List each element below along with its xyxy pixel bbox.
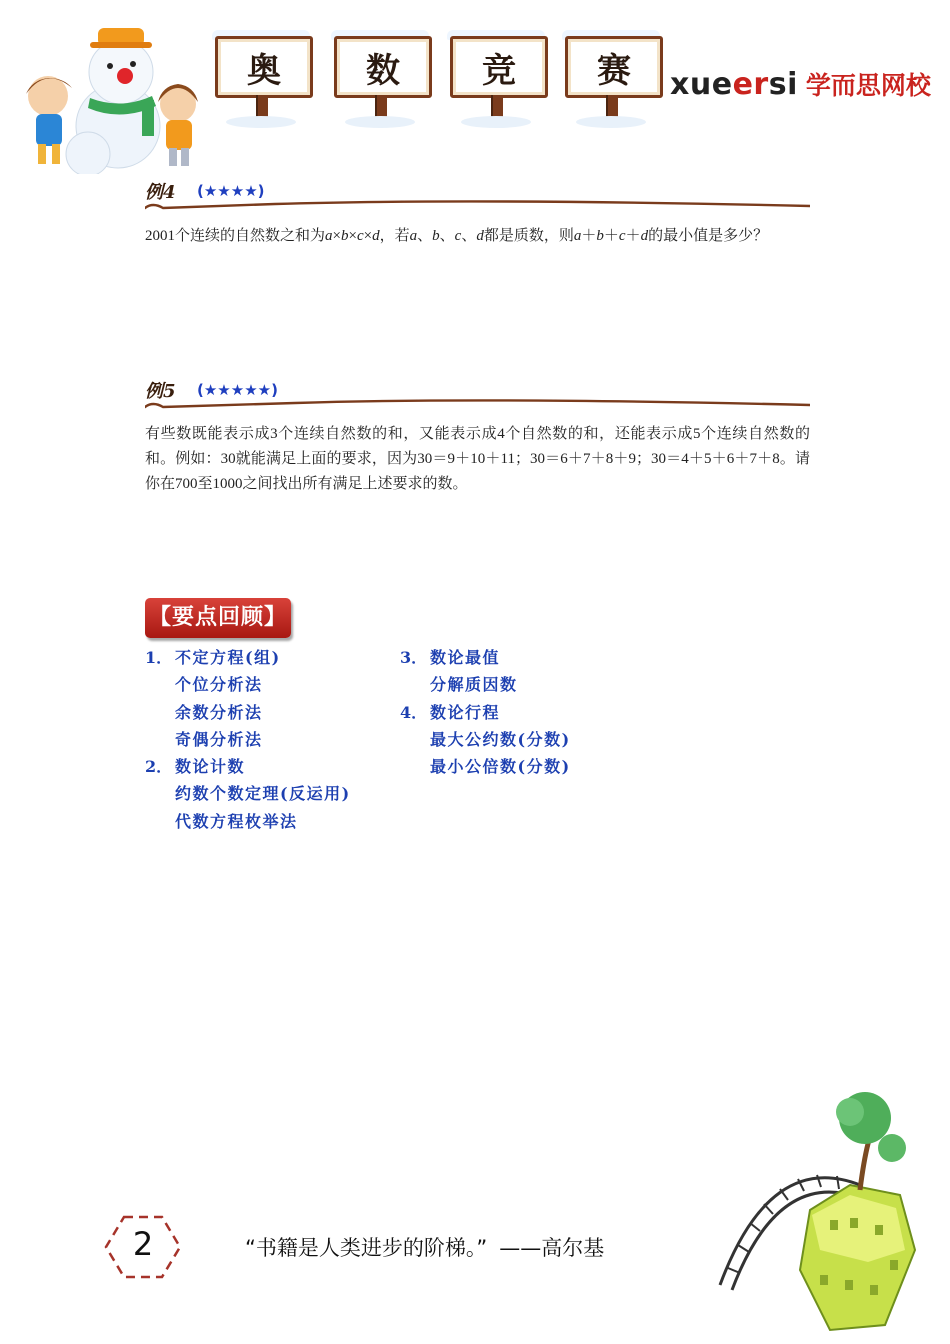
example-tag: 例5 — [145, 381, 176, 402]
snow-mound — [576, 116, 646, 128]
example-5-problem: 有些数既能表示成3个连续自然数的和，又能表示成4个自然数的和，还能表示成5个连续自然数的和。例如：30就能满足上面的要求，因为30＝9＋10＋11；30＝6＋7＋8＋9；30＝4＋5＋6＋7＋8。请你在700至1000之间找出所有满足上述要求的数。 — [145, 426, 810, 492]
banner-sign-1: 奥 — [215, 36, 313, 98]
page-header — [0, 0, 950, 175]
quote-text: “书籍是人类进步的阶梯。” — [245, 1236, 488, 1260]
brand-chinese: 学而思网校 — [805, 71, 931, 100]
example-tag: 例4 — [145, 182, 176, 203]
quote-author: ——高尔基 — [499, 1236, 605, 1260]
key-point-item: 最小公倍数(分数) — [430, 757, 571, 777]
key-points-left-column — [145, 644, 405, 835]
example-4-heading — [145, 178, 810, 214]
snowman-kids-illustration — [18, 14, 208, 174]
snow-mound — [345, 116, 415, 128]
key-point-item: 4． 数论行程 — [400, 702, 501, 722]
key-point-item: 3． 数论最值 — [400, 648, 501, 667]
key-point-item: 1． 不定方程(组) — [145, 648, 281, 667]
banner-sign-2: 数 — [334, 36, 432, 98]
key-point-item: 个位分析法 — [175, 675, 263, 695]
difficulty-stars: (★★★★) — [197, 182, 265, 200]
key-point-item: 代数方程枚举法 — [175, 811, 298, 831]
banner-sign-4: 赛 — [565, 36, 663, 98]
example-4-problem: 2001个连续的自然数之和为a×b×c×d，若a、b、c、d都是质数，则a＋b＋c＋d的最小值是多少？ — [145, 228, 769, 244]
snow-mound — [461, 116, 531, 128]
difficulty-stars: (★★★★★) — [197, 381, 278, 399]
page-number: 2 — [132, 1225, 154, 1263]
tree-bridge-illustration — [700, 1090, 940, 1340]
key-point-item: 余数分析法 — [175, 702, 263, 722]
key-points-title: 【要点回顾】 — [145, 598, 291, 638]
page-number-badge — [104, 1214, 182, 1280]
key-point-item: 奇偶分析法 — [175, 729, 263, 749]
key-point-item: 2． 数论计数 — [145, 757, 246, 777]
key-point-item: 约数个数定理(反运用) — [175, 784, 351, 804]
key-point-item: 分解质因数 — [430, 675, 518, 695]
footer-quote — [245, 1232, 604, 1262]
key-points-right-column — [400, 644, 660, 780]
brand-logo — [670, 66, 931, 102]
key-point-item: 最大公约数(分数) — [430, 729, 571, 749]
banner-sign-3: 竞 — [450, 36, 548, 98]
brand-latin: xueersi — [670, 67, 798, 102]
snow-mound — [226, 116, 296, 128]
example-5-heading — [145, 377, 810, 413]
